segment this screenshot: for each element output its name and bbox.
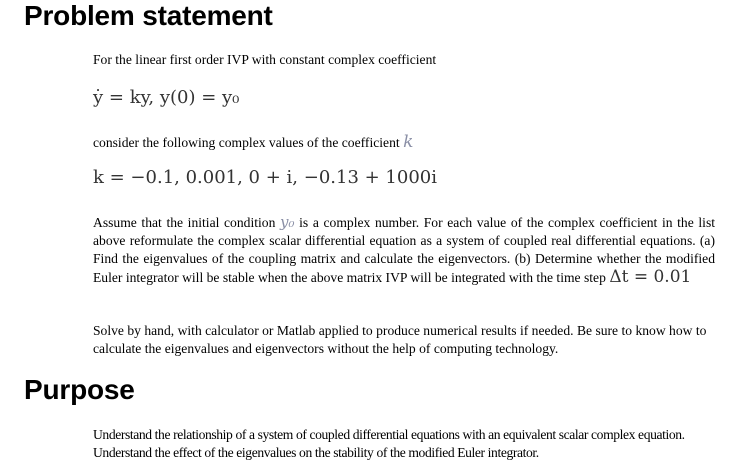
ivp-equation: ẏ = ky, y(0) = y₀ [93, 87, 240, 108]
consider-text: consider the following complex values of the coefficient [93, 135, 400, 150]
assume-paragraph [93, 213, 715, 287]
consider-paragraph [93, 133, 715, 152]
k-values-equation: k = −0.1, 0.001, 0 + i, −0.13 + 1000i [93, 167, 437, 188]
intro-text: For the linear first order IVP with constant complex coefficient [93, 52, 437, 67]
time-step-value: Δt = 0.01 [609, 267, 692, 287]
problem-statement-heading: Problem statement [24, 0, 273, 31]
assume-text-2: is a complex number. For each value of the complex coefficient in the list above reformulate the complex scalar differential equation as a system of coupled real differential equations. (a) Find the eigenvalues of the coupling matrix and calculate the eigenvectors. (b) Determine whether the modified Euler integrator will be stable when the above matrix IVP will be integrated with the time step [93, 215, 716, 285]
solve-paragraph: Solve by hand, with calculator or Matlab applied to produce numerical results if needed. Be sure to know how to calculate the eigenvalues and eigenvectors without the help of computing technology. [93, 323, 707, 356]
purpose-heading: Purpose [24, 374, 135, 405]
k-symbol: k [403, 132, 414, 152]
assume-text-1: Assume that the initial condition [93, 215, 276, 230]
y0-symbol: y₀ [280, 213, 295, 231]
purpose-text: Understand the relationship of a system of coupled differential equations with an equivalent scalar complex equation. Understand the effect of the eigenvalues on the stability of the modified Euler integrator. [93, 427, 685, 460]
